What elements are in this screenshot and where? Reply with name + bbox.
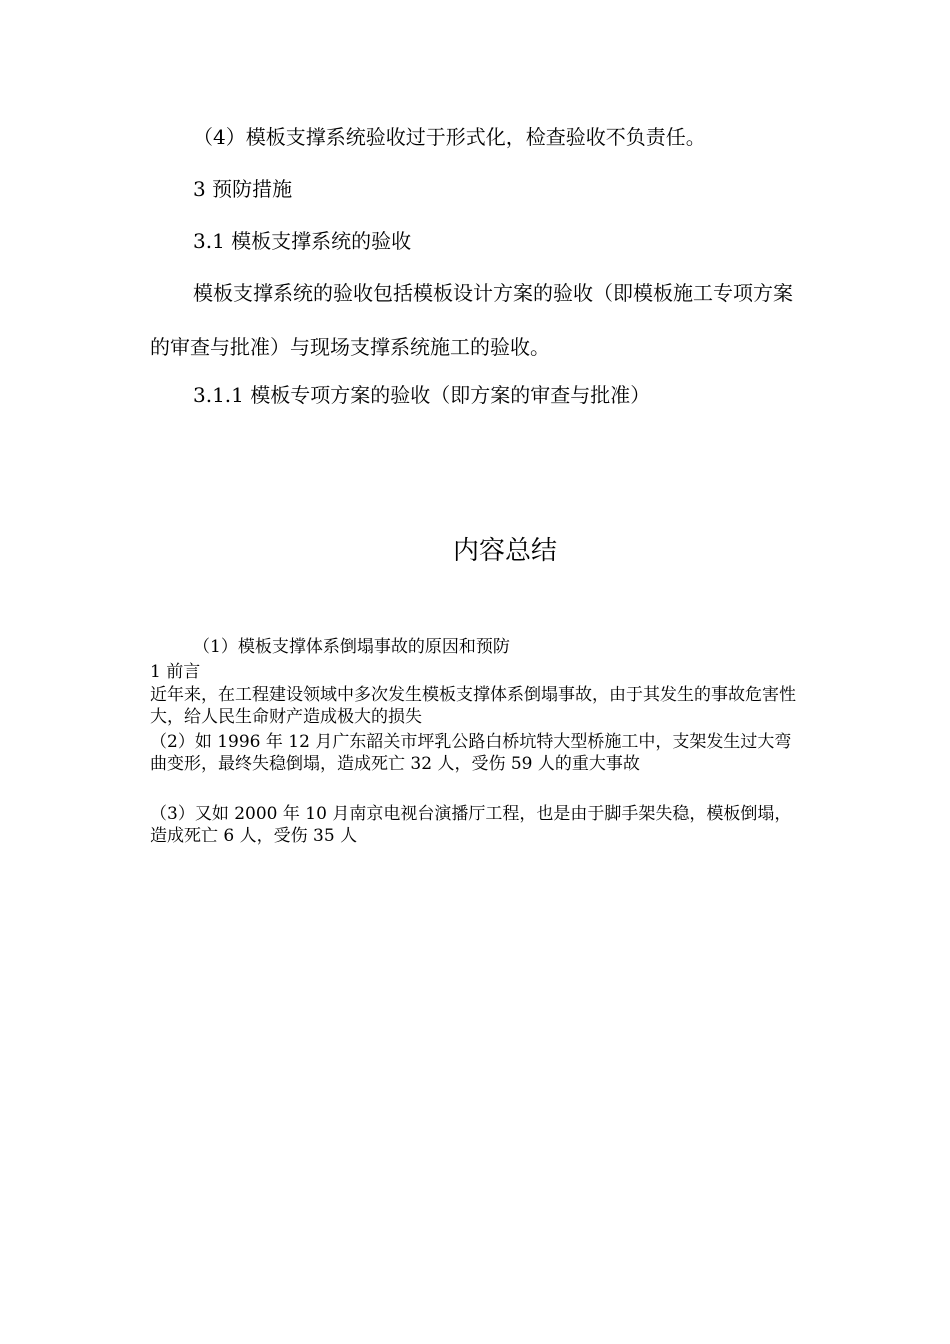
summary-item-2: 1 前言	[150, 662, 201, 682]
text-line-cause-4: （4）模板支撑系统验收过于形式化，检查验收不负责任。	[193, 125, 706, 149]
summary-item-3: 近年来，在工程建设领域中多次发生模板支撑体系倒塌事故，由于其发生的事故危害性大，给人民生命财产造成极大的损失	[150, 685, 796, 727]
section-heading-3-1-1: 3.1.1 模板专项方案的验收（即方案的审查与批准）	[193, 383, 651, 407]
summary-item-5: （3）又如 2000 年 10 月南京电视台演播厅工程，也是由于脚手架失稳，模板倒塌，造成死亡 6 人，受伤 35 人	[150, 804, 792, 846]
section-heading-3-1: 3.1 模板支撑系统的验收	[193, 229, 412, 253]
body-paragraph-acceptance: 模板支撑系统的验收包括模板设计方案的验收（即模板施工专项方案的审查与批准）与现场支撑系统施工的验收。	[150, 281, 793, 359]
section-heading-prevention: 3 预防措施	[193, 177, 293, 201]
summary-item-1: （1）模板支撑体系倒塌事故的原因和预防	[193, 637, 510, 657]
summary-item-4: （2）如 1996 年 12 月广东韶关市坪乳公路白桥坑特大型桥施工中，支架发生过大弯曲变形，最终失稳倒塌，造成死亡 32 人，受伤 59 人的重大事故	[150, 732, 792, 774]
summary-title: 内容总结	[452, 536, 557, 566]
